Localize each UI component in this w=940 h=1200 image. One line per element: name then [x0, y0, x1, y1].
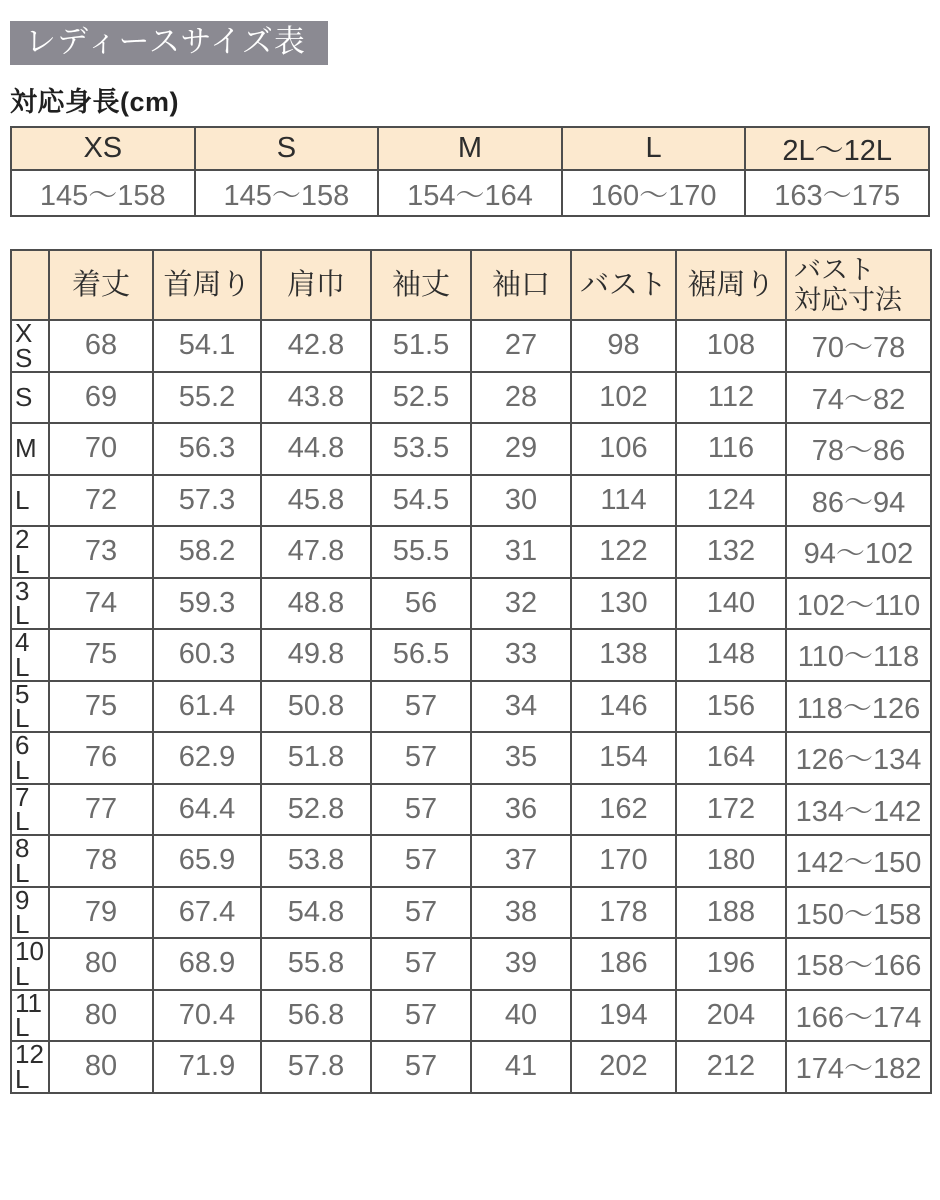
- row-label: [11, 938, 49, 990]
- cell-value: 212: [676, 1041, 786, 1093]
- cell-value: 50.8: [261, 681, 371, 733]
- table-row: [11, 784, 931, 836]
- table-row: [11, 1041, 931, 1093]
- cell-value: 162: [571, 784, 676, 836]
- cell-value: 70: [49, 423, 153, 475]
- height-value-cell: 145～158: [195, 170, 379, 216]
- cell-value: 59.3: [153, 578, 261, 630]
- cell-value: 30: [471, 475, 571, 527]
- cell-value: 102～110: [786, 578, 931, 630]
- row-label-line: S: [15, 342, 33, 372]
- cell-value: 72: [49, 475, 153, 527]
- cell-value: 130: [571, 578, 676, 630]
- size-column-header-line: 肩巾: [286, 268, 345, 301]
- size-column-header: [571, 250, 676, 320]
- row-label-line: L: [15, 703, 30, 732]
- cell-value: 142～150: [786, 835, 931, 887]
- cell-value: 114: [571, 475, 676, 527]
- cell-value: 156: [676, 681, 786, 733]
- cell-value: 196: [676, 938, 786, 990]
- cell-value: 194: [571, 990, 676, 1042]
- table-row: [11, 372, 931, 424]
- size-column-header-line: バスト: [579, 268, 667, 301]
- cell-value: 60.3: [153, 629, 261, 681]
- row-label-line: 2: [15, 526, 30, 555]
- cell-value: 172: [676, 784, 786, 836]
- row-label: [11, 887, 49, 939]
- row-label-line: L: [15, 909, 30, 938]
- cell-value: 188: [676, 887, 786, 939]
- height-column-header: 2L～12L: [745, 127, 929, 170]
- cell-value: 186: [571, 938, 676, 990]
- cell-value: 53.5: [371, 423, 471, 475]
- table-row: [11, 526, 931, 578]
- cell-value: 166～174: [786, 990, 931, 1042]
- row-label: [11, 681, 49, 733]
- row-label: [11, 526, 49, 578]
- row-label-line: L: [15, 1063, 30, 1093]
- row-label: [11, 629, 49, 681]
- cell-value: 78～86: [786, 423, 931, 475]
- cell-value: 180: [676, 835, 786, 887]
- table-row: [11, 938, 931, 990]
- cell-value: 74: [49, 578, 153, 630]
- cell-value: 49.8: [261, 629, 371, 681]
- cell-value: 124: [676, 475, 786, 527]
- size-column-header-line: 着丈: [71, 268, 130, 301]
- height-value-cell: 145～158: [11, 170, 195, 216]
- cell-value: 34: [471, 681, 571, 733]
- cell-value: 132: [676, 526, 786, 578]
- size-table-header-row: [11, 250, 931, 320]
- cell-value: 28: [471, 372, 571, 424]
- cell-value: 174～182: [786, 1041, 931, 1093]
- cell-value: 37: [471, 835, 571, 887]
- height-value-cell: 154～164: [378, 170, 562, 216]
- cell-value: 62.9: [153, 732, 261, 784]
- cell-value: 102: [571, 372, 676, 424]
- cell-value: 61.4: [153, 681, 261, 733]
- row-label: [11, 578, 49, 630]
- cell-value: 55.8: [261, 938, 371, 990]
- cell-value: 51.5: [371, 320, 471, 372]
- cell-value: 76: [49, 732, 153, 784]
- size-column-header: [261, 250, 371, 320]
- cell-value: 68: [49, 320, 153, 372]
- cell-value: 140: [676, 578, 786, 630]
- row-label-line: L: [15, 754, 30, 784]
- size-table: [10, 249, 932, 1094]
- cell-value: 33: [471, 629, 571, 681]
- cell-value: 77: [49, 784, 153, 836]
- cell-value: 58.2: [153, 526, 261, 578]
- cell-value: 39: [471, 938, 571, 990]
- row-label: [11, 1041, 49, 1093]
- size-column-header-line: 首周り: [163, 268, 251, 301]
- size-table-body: [11, 250, 931, 1093]
- cell-value: 38: [471, 887, 571, 939]
- row-label: [11, 320, 49, 372]
- cell-value: 57: [371, 835, 471, 887]
- row-label-line: 7: [15, 783, 30, 812]
- cell-value: 56.8: [261, 990, 371, 1042]
- cell-value: 122: [571, 526, 676, 578]
- cell-value: 74～82: [786, 372, 931, 424]
- cell-value: 112: [676, 372, 786, 424]
- cell-value: 65.9: [153, 835, 261, 887]
- cell-value: 29: [471, 423, 571, 475]
- row-label-line: 12: [15, 1041, 44, 1070]
- cell-value: 71.9: [153, 1041, 261, 1093]
- cell-value: 57: [371, 681, 471, 733]
- size-column-header: [471, 250, 571, 320]
- cell-value: 148: [676, 629, 786, 681]
- table-row: [11, 578, 931, 630]
- height-column-header: L: [562, 127, 746, 170]
- cell-value: 57.3: [153, 475, 261, 527]
- row-label-line: 5: [15, 680, 30, 709]
- row-label-line: 3: [15, 577, 30, 606]
- cell-value: 94～102: [786, 526, 931, 578]
- cell-value: 42.8: [261, 320, 371, 372]
- cell-value: 45.8: [261, 475, 371, 527]
- cell-value: 70.4: [153, 990, 261, 1042]
- row-label-line: X: [15, 320, 33, 349]
- cell-value: 48.8: [261, 578, 371, 630]
- cell-value: 35: [471, 732, 571, 784]
- page-title: レディースサイズ表: [10, 21, 328, 65]
- row-label-line: L: [15, 600, 30, 629]
- cell-value: 57: [371, 732, 471, 784]
- size-column-header: [49, 250, 153, 320]
- table-row: [11, 732, 931, 784]
- table-row: [11, 423, 931, 475]
- cell-value: 108: [676, 320, 786, 372]
- row-label-line: S: [15, 381, 33, 412]
- cell-value: 57: [371, 784, 471, 836]
- cell-value: 75: [49, 629, 153, 681]
- size-column-header-line: 袖口: [491, 268, 550, 301]
- cell-value: 68.9: [153, 938, 261, 990]
- table-row: [11, 475, 931, 527]
- table-row: [11, 681, 931, 733]
- row-label-line: M: [15, 433, 37, 464]
- cell-value: 27: [471, 320, 571, 372]
- size-column-header: [371, 250, 471, 320]
- cell-value: 52.5: [371, 372, 471, 424]
- cell-value: 202: [571, 1041, 676, 1093]
- cell-value: 43.8: [261, 372, 371, 424]
- cell-value: 55.5: [371, 526, 471, 578]
- cell-value: 31: [471, 526, 571, 578]
- table-row: [11, 320, 931, 372]
- cell-value: 164: [676, 732, 786, 784]
- cell-value: 55.2: [153, 372, 261, 424]
- cell-value: 78: [49, 835, 153, 887]
- cell-value: 57.8: [261, 1041, 371, 1093]
- row-label: [11, 732, 49, 784]
- cell-value: 80: [49, 938, 153, 990]
- row-label: [11, 475, 49, 527]
- cell-value: 204: [676, 990, 786, 1042]
- row-label-line: L: [15, 548, 30, 578]
- row-label: [11, 990, 49, 1042]
- row-label-line: L: [15, 1012, 30, 1041]
- height-table-value-row: [11, 170, 929, 216]
- cell-value: 32: [471, 578, 571, 630]
- cell-value: 138: [571, 629, 676, 681]
- cell-value: 54.8: [261, 887, 371, 939]
- cell-value: 150～158: [786, 887, 931, 939]
- height-table-caption: 対応身長(cm): [10, 87, 180, 117]
- height-value-cell: 163～175: [745, 170, 929, 216]
- cell-value: 44.8: [261, 423, 371, 475]
- size-column-header-line: 裾周り: [687, 268, 775, 301]
- cell-value: 64.4: [153, 784, 261, 836]
- cell-value: 158～166: [786, 938, 931, 990]
- cell-value: 80: [49, 990, 153, 1042]
- row-label-line: L: [15, 651, 30, 681]
- cell-value: 75: [49, 681, 153, 733]
- size-column-header-line: バスト: [794, 254, 875, 285]
- cell-value: 36: [471, 784, 571, 836]
- size-column-header-line: 袖丈: [391, 268, 450, 301]
- cell-value: 70～78: [786, 320, 931, 372]
- height-table-body: [11, 127, 929, 216]
- cell-value: 56.3: [153, 423, 261, 475]
- size-column-header: [153, 250, 261, 320]
- cell-value: 154: [571, 732, 676, 784]
- height-table: [10, 126, 930, 217]
- cell-value: 56.5: [371, 629, 471, 681]
- cell-value: 170: [571, 835, 676, 887]
- row-label-line: L: [15, 806, 30, 835]
- cell-value: 53.8: [261, 835, 371, 887]
- row-label-line: L: [15, 484, 30, 515]
- cell-value: 79: [49, 887, 153, 939]
- cell-value: 57: [371, 990, 471, 1042]
- cell-value: 67.4: [153, 887, 261, 939]
- cell-value: 54.5: [371, 475, 471, 527]
- row-label-line: 4: [15, 629, 30, 658]
- row-label-line: L: [15, 960, 30, 990]
- row-label: [11, 423, 49, 475]
- cell-value: 146: [571, 681, 676, 733]
- cell-value: 51.8: [261, 732, 371, 784]
- cell-value: 134～142: [786, 784, 931, 836]
- cell-value: 86～94: [786, 475, 931, 527]
- row-label-line: 8: [15, 835, 30, 864]
- row-label-line: 6: [15, 732, 30, 761]
- cell-value: 56: [371, 578, 471, 630]
- row-label: [11, 784, 49, 836]
- cell-value: 98: [571, 320, 676, 372]
- cell-value: 69: [49, 372, 153, 424]
- row-label-line: 9: [15, 886, 30, 915]
- height-column-header: S: [195, 127, 379, 170]
- row-label: [11, 835, 49, 887]
- cell-value: 116: [676, 423, 786, 475]
- table-row: [11, 990, 931, 1042]
- row-label-line: 11: [15, 989, 42, 1018]
- cell-value: 54.1: [153, 320, 261, 372]
- cell-value: 57: [371, 1041, 471, 1093]
- cell-value: 40: [471, 990, 571, 1042]
- row-label-line: 10: [15, 938, 44, 967]
- size-column-header: [676, 250, 786, 320]
- cell-value: 178: [571, 887, 676, 939]
- size-column-header-line: 対応寸法: [794, 285, 902, 315]
- cell-value: 110～118: [786, 629, 931, 681]
- height-column-header: M: [378, 127, 562, 170]
- cell-value: 80: [49, 1041, 153, 1093]
- table-row: [11, 887, 931, 939]
- cell-value: 73: [49, 526, 153, 578]
- height-value-cell: 160～170: [562, 170, 746, 216]
- cell-value: 52.8: [261, 784, 371, 836]
- cell-value: 126～134: [786, 732, 931, 784]
- table-row: [11, 629, 931, 681]
- cell-value: 41: [471, 1041, 571, 1093]
- cell-value: 118～126: [786, 681, 931, 733]
- row-label-line: L: [15, 857, 30, 887]
- height-table-header-row: [11, 127, 929, 170]
- cell-value: 47.8: [261, 526, 371, 578]
- height-column-header: XS: [11, 127, 195, 170]
- corner-cell: [11, 250, 49, 320]
- table-row: [11, 835, 931, 887]
- size-column-header: [786, 250, 931, 320]
- cell-value: 106: [571, 423, 676, 475]
- cell-value: 57: [371, 887, 471, 939]
- row-label: [11, 372, 49, 424]
- cell-value: 57: [371, 938, 471, 990]
- table-gap: [10, 217, 930, 249]
